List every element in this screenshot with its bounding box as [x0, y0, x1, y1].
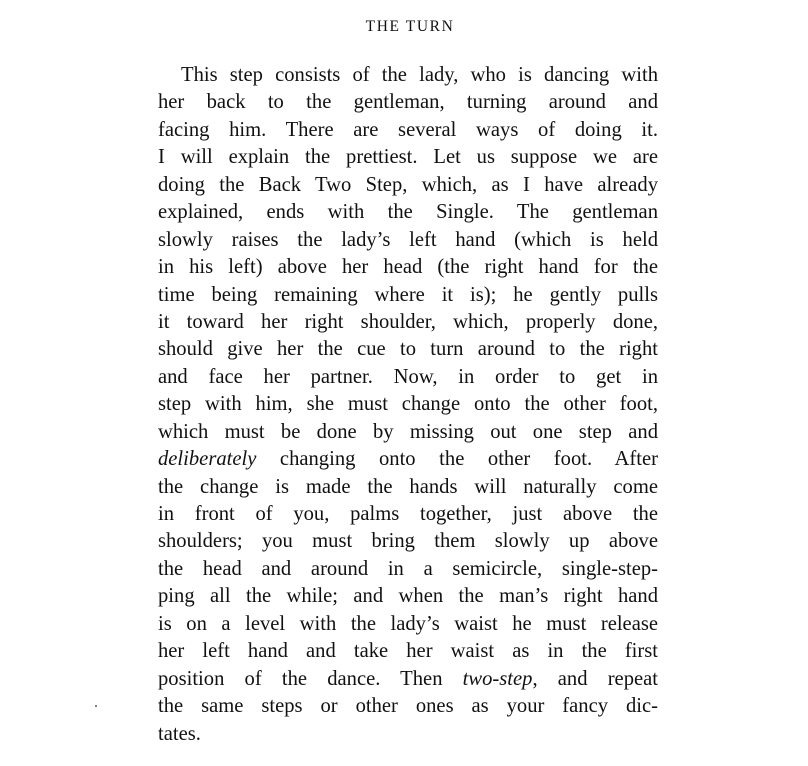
text-line [158, 583, 658, 610]
text-line [158, 117, 658, 144]
text-segment: changing onto the other foot. After [256, 448, 658, 471]
text-segment: in front of you, palms together, just above the [158, 503, 658, 525]
text-line [158, 62, 658, 89]
text-segment: time being remaining where it is); he gently pulls [158, 283, 658, 306]
text-segment: the change is made the hands will naturally come [158, 475, 658, 498]
text-segment: facing him. There are several ways of doing it. [158, 118, 658, 141]
text-line [158, 721, 658, 748]
margin-speck [95, 705, 97, 707]
italic-text: two-step [462, 667, 533, 690]
text-line [158, 227, 658, 254]
text-segment: position of the dance. Then [158, 667, 463, 690]
text-line [158, 199, 658, 226]
text-segment: her back to the gentleman, turning around and [158, 91, 658, 114]
text-segment: ping all the while; and when the man’s right hand [158, 585, 658, 608]
text-segment: doing the Back Two Step, which, as I have already [158, 173, 658, 196]
page-heading: THE TURN [365, 18, 455, 35]
text-segment: I will explain the prettiest. Let us suppose we are [158, 146, 658, 169]
text-segment: should give her the cue to turn around to the right [158, 338, 658, 361]
text-segment: it toward her right shoulder, which, properly done, [158, 310, 658, 333]
text-segment: the head and around in a semicircle, single-step- [158, 557, 658, 580]
text-segment: This step consists of the lady, who is dancing with [181, 64, 658, 86]
text-segment: is on a level with the lady’s waist he must release [158, 612, 658, 635]
text-segment: shoulders; you must bring them slowly up above [158, 530, 658, 553]
italic-text: deliberately [158, 448, 257, 471]
text-line [158, 528, 658, 555]
text-segment: tates. [158, 722, 201, 745]
text-segment: in his left) above her head (the right hand for the [158, 256, 658, 279]
text-line [158, 391, 658, 418]
text-line [158, 501, 658, 528]
text-segment: which must be done by missing out one step and [158, 420, 658, 443]
text-segment: , and repeat [532, 667, 658, 690]
text-line [158, 693, 658, 720]
text-segment: slowly raises the lady’s left hand (which is held [158, 228, 658, 251]
text-line [158, 446, 658, 473]
text-line [158, 254, 658, 281]
body-paragraph [158, 62, 658, 748]
text-line [158, 666, 658, 693]
text-line [158, 144, 658, 171]
text-line [158, 611, 658, 638]
text-line [158, 336, 658, 363]
text-line [158, 89, 658, 116]
text-line [158, 282, 658, 309]
text-line [158, 474, 658, 501]
text-segment: the same steps or other ones as your fancy dic- [158, 695, 658, 718]
text-segment: her left hand and take her waist as in the first [158, 640, 658, 663]
text-segment: and face her partner. Now, in order to get in [158, 365, 658, 388]
text-line [158, 172, 658, 199]
text-line [158, 364, 658, 391]
text-segment: explained, ends with the Single. The gentleman [158, 201, 658, 224]
text-line [158, 309, 658, 336]
text-line [158, 556, 658, 583]
text-line [158, 419, 658, 446]
text-line [158, 638, 658, 665]
text-segment: step with him, she must change onto the other foot, [158, 393, 658, 416]
